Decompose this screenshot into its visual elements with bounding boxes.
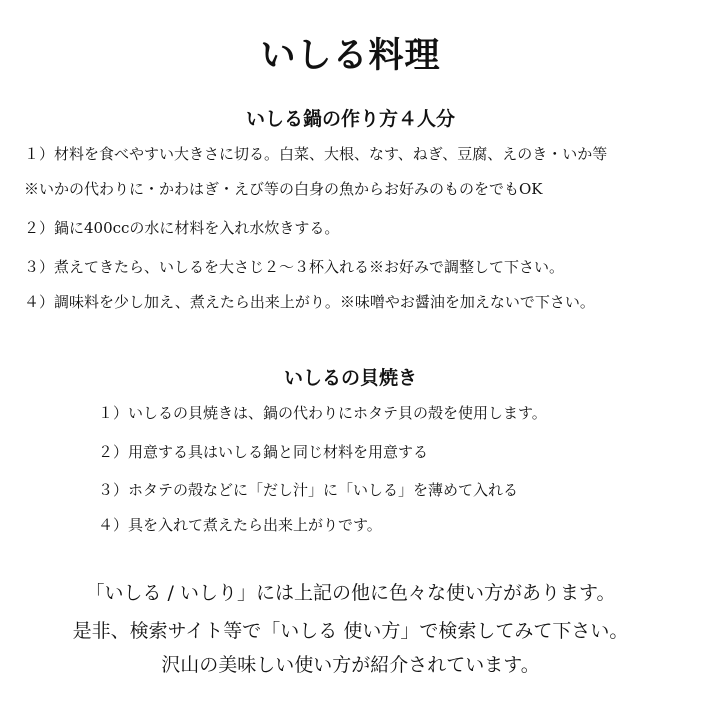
recipe-step: ４）具を入れて煮えたら出来上がりです。 [98, 516, 382, 534]
recipe-step: １）材料を食べやすい大きさに切る。白菜、大根、なす、ねぎ、豆腐、えのき・いか等 [24, 145, 608, 163]
recipe-step: ４）調味料を少し加え、煮えたら出来上がり。※味噌やお醤油を加えないで下さい。 [24, 293, 595, 311]
section-heading-ishiru-nabe: いしる鍋の作り方４人分 [245, 108, 455, 130]
closing-note-line: 「いしる / いしり」には上記の他に色々な使い方があります。 [85, 582, 616, 604]
recipe-step: ２）鍋に400ccの水に材料を入れ水炊きする。 [24, 219, 340, 237]
recipe-note: ※いかの代わりに・かわはぎ・えび等の白身の魚からお好みのものをでもOK [24, 180, 543, 198]
recipe-step: ３）ホタテの殻などに「だし汁」に「いしる」を薄めて入れる [98, 481, 519, 499]
closing-note-line: 是非、検索サイト等で「いしる 使い方」で検索してみて下さい。 [72, 620, 629, 642]
section-heading-kaiyaki: いしるの貝焼き [283, 367, 417, 389]
recipe-step: １）いしるの貝焼きは、鍋の代わりにホタテ貝の殻を使用します。 [98, 404, 547, 422]
recipe-step: ２）用意する具はいしる鍋と同じ材料を用意する [98, 443, 429, 461]
recipe-step: ３）煮えてきたら、いしるを大さじ２～３杯入れる※お好みで調整して下さい。 [24, 258, 565, 276]
page-title: いしる料理 [260, 36, 441, 76]
closing-note-line: 沢山の美味しい使い方が紹介されています。 [161, 654, 540, 676]
